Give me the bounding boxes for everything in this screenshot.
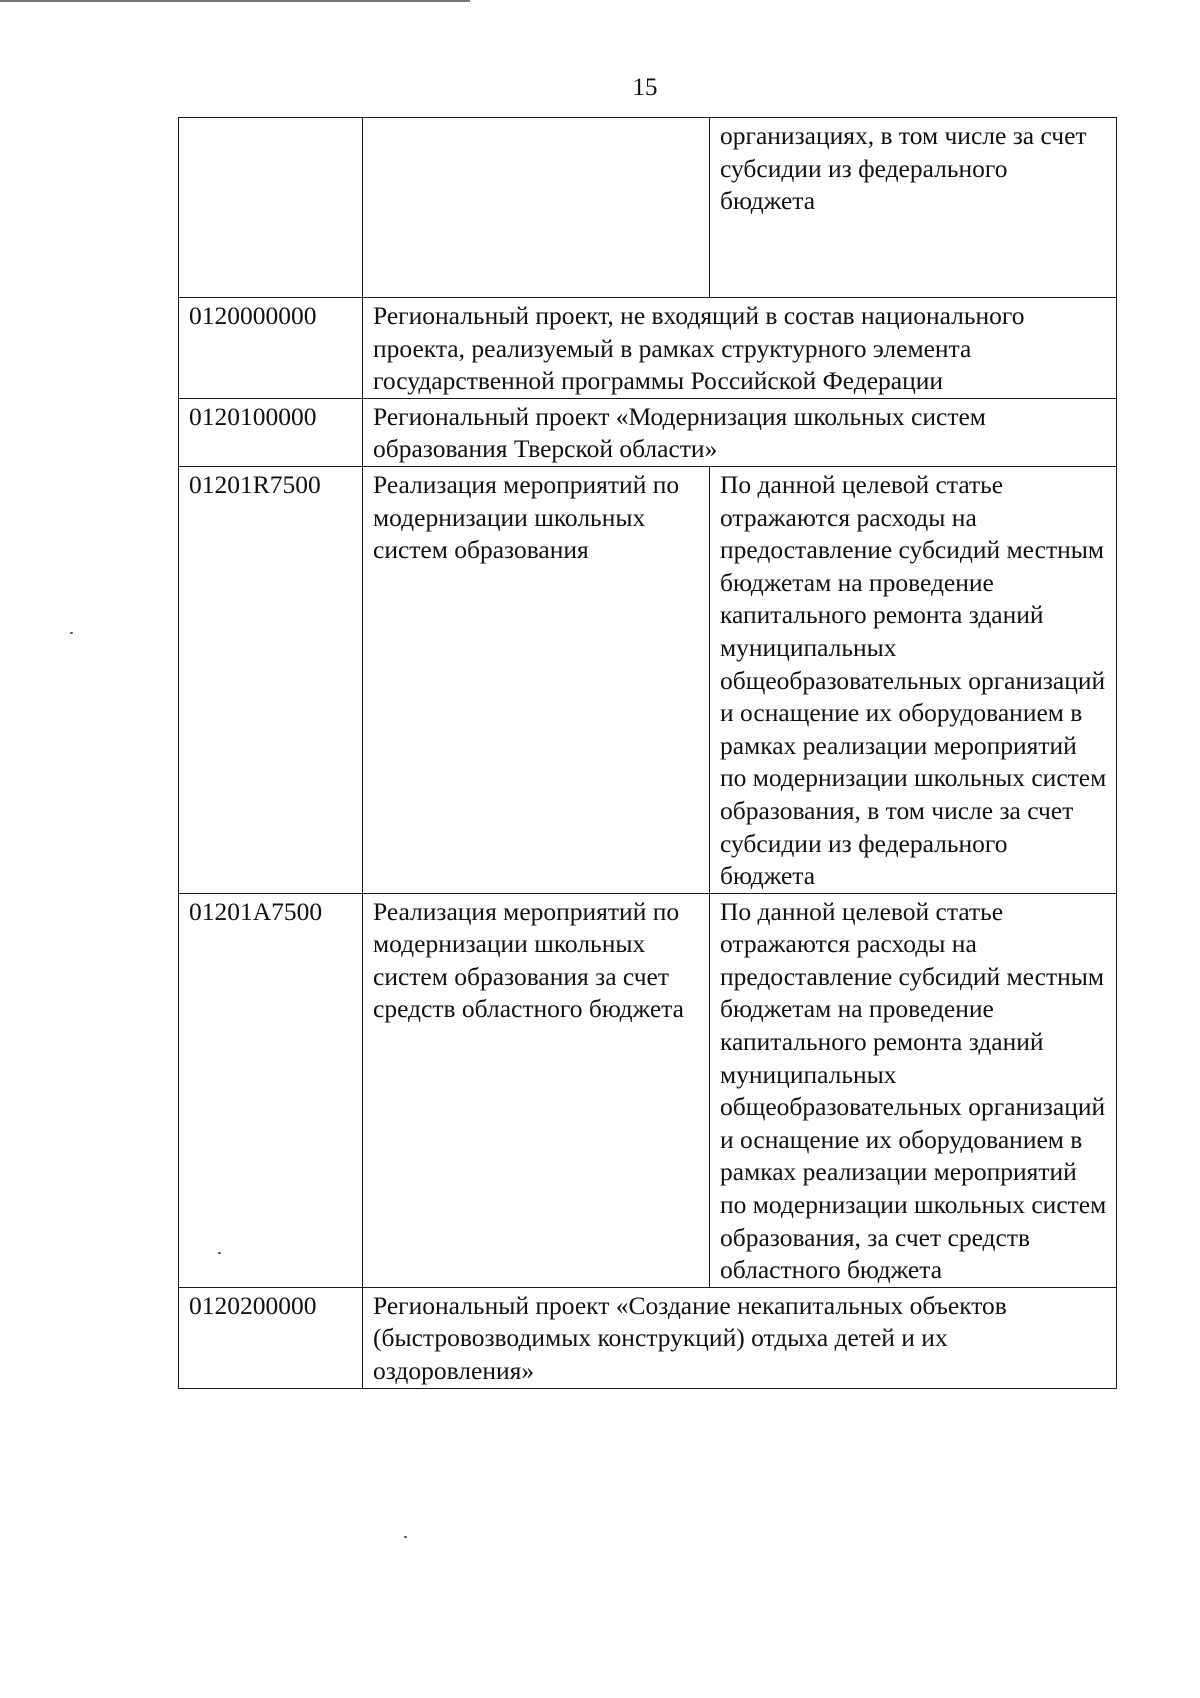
code-cell: 01201A7500: [179, 893, 363, 1287]
code-cell: 0120200000: [179, 1287, 363, 1388]
name-cell: Региональный проект, не входящий в состав национального проекта, реализуемый в рамках структурного элемента государственной программы Российской Федерации: [363, 298, 1117, 399]
name-cell: [363, 118, 710, 298]
code-cell: 0120000000: [179, 298, 363, 399]
name-cell: Региональный проект «Создание некапитальных объектов (быстровозводимых конструкций) отдыха детей и их оздоровления»: [363, 1287, 1117, 1388]
budget-classification-table: [178, 117, 1117, 1389]
table-row: [179, 466, 1117, 893]
scan-speck: [70, 632, 73, 634]
name-cell: Реализация мероприятий по модернизации школьных систем образования за счет средств областного бюджета: [363, 893, 710, 1287]
code-cell: [179, 118, 363, 298]
name-cell: Региональный проект «Модернизация школьных систем образования Тверской области»: [363, 398, 1117, 466]
table-row: [179, 398, 1117, 466]
code-cell: 01201R7500: [179, 466, 363, 893]
page-number: 15: [632, 74, 658, 101]
table-row: [179, 118, 1117, 298]
description-cell: По данной целевой статье отражаются расходы на предоставление субсидий местным бюджетам на проведение капитального ремонта зданий муниципальных общеобразовательных организаций и оснащение их оборудованием в рамках реализации мероприятий по модернизации школьных систем образования, в том числе за счет субсидии из федерального бюджета: [710, 466, 1117, 893]
table-row: [179, 893, 1117, 1287]
scan-edge-line: [0, 0, 470, 2]
scan-speck: [404, 1536, 407, 1538]
description-cell: организациях, в том числе за счет субсидии из федерального бюджета: [710, 118, 1117, 298]
code-cell: 0120100000: [179, 398, 363, 466]
table-row: [179, 298, 1117, 399]
description-cell: По данной целевой статье отражаются расходы на предоставление субсидий местным бюджетам на проведение капитального ремонта зданий муниципальных общеобразовательных организаций и оснащение их оборудованием в рамках реализации мероприятий по модернизации школьных систем образования, за счет средств областного бюджета: [710, 893, 1117, 1287]
name-cell: Реализация мероприятий по модернизации школьных систем образования: [363, 466, 710, 893]
table-row: [179, 1287, 1117, 1388]
